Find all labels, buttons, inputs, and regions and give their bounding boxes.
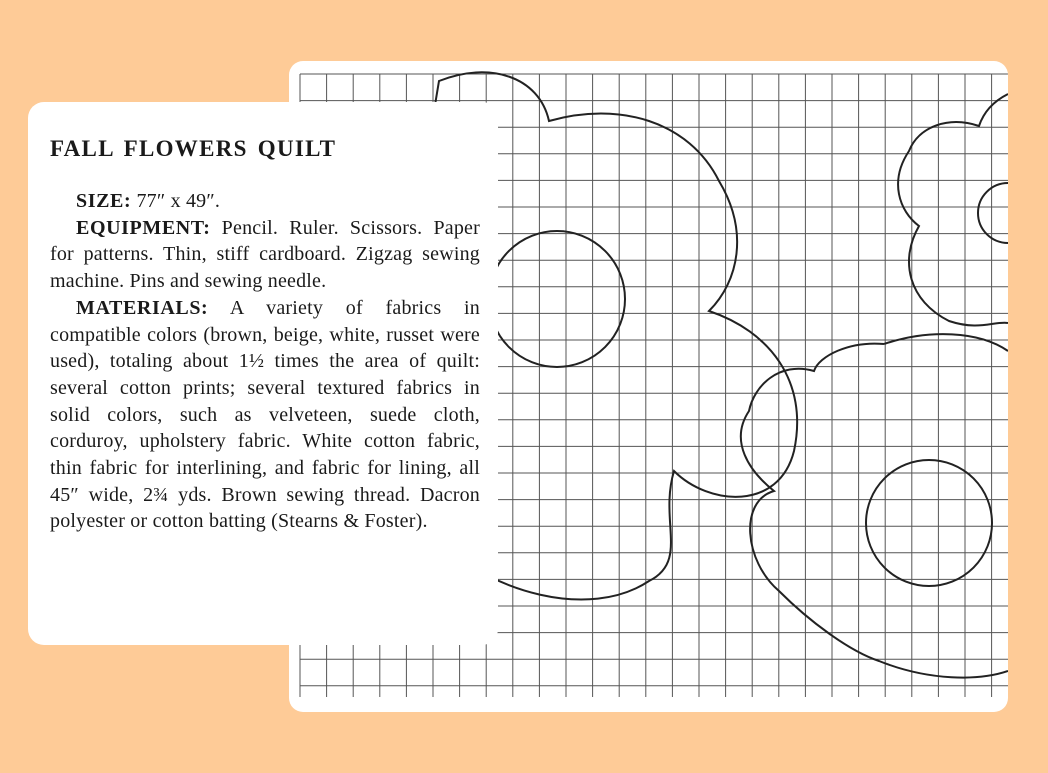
materials-text: A variety of fabrics in compatible colors (brown, beige, white, russet were used), totaling about 1½ times the area of quilt: several cotton prints; several textured fabrics in solid colors, such as velveteen, suede cloth, corduroy, upholstery fabric. White cotton fabric, thin fabric for interlining, and fabric for lining, all 45″ wide, 2¾ yds. Brown sewing thread. Dacron polyester or cotton batting (Stearns & Foster). — [50, 296, 480, 533]
instructions-card — [28, 102, 498, 645]
materials-paragraph — [50, 295, 480, 535]
instructions-body — [50, 188, 480, 535]
size-paragraph — [50, 188, 480, 215]
equipment-text: Pencil. Ruler. Scissors. Paper for patterns. Thin, stiff cardboard. Zigzag sewing machine. Pins and sewing needle. — [50, 216, 480, 293]
equipment-paragraph — [50, 215, 480, 295]
size-text: 77″ x 49″. — [131, 190, 221, 212]
flower-outline-medium — [741, 334, 1008, 677]
materials-label: MATERIALS: — [76, 296, 209, 319]
flower-center-large — [489, 231, 625, 367]
equipment-label: EQUIPMENT: — [76, 216, 211, 239]
document-title: FALL FLOWERS QUILT — [50, 136, 337, 161]
size-label: SIZE: — [76, 190, 132, 212]
